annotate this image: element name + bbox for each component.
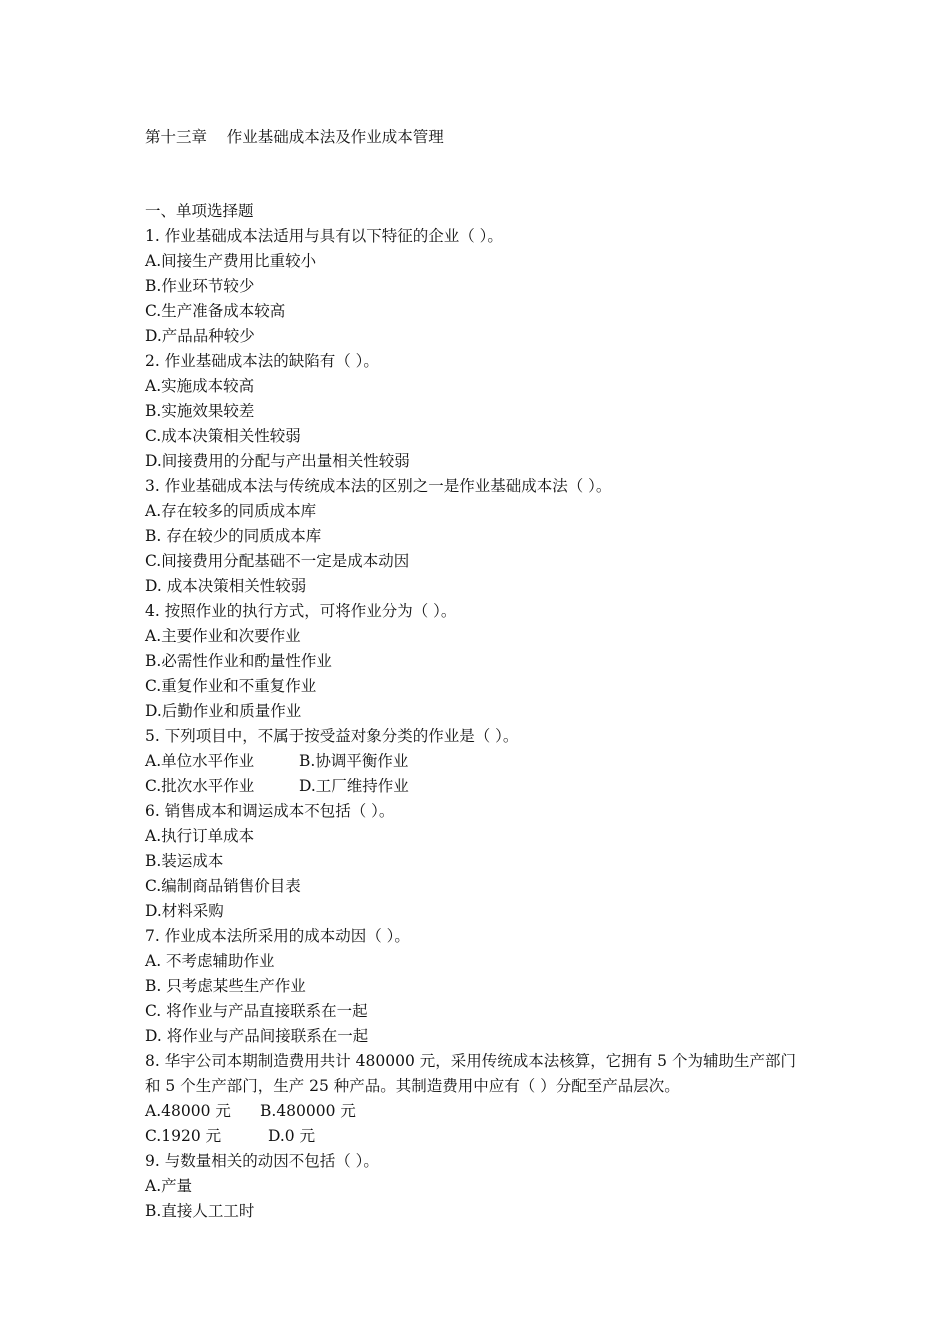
option-c: C. 将作业与产品直接联系在一起: [145, 1002, 368, 1020]
option-c: C.成本决策相关性较弱: [145, 427, 301, 445]
question-stem: 1. 作业基础成本法适用与具有以下特征的企业（ ）。: [145, 227, 503, 245]
option-c: C.编制商品销售价目表: [145, 877, 301, 895]
option-d: D.间接费用的分配与产出量相关性较弱: [145, 452, 410, 470]
option-b: B.直接人工工时: [145, 1202, 255, 1220]
question-stem-continued: 和 5 个生产部门，生产 25 种产品。其制造费用中应有（ ）分配至产品层次。: [145, 1077, 680, 1095]
document-body: [145, 199, 815, 1224]
option-a: A.存在较多的同质成本库: [145, 502, 317, 520]
question-stem: 3. 作业基础成本法与传统成本法的区别之一是作业基础成本法（ ）。: [145, 477, 612, 495]
option-row: [145, 1124, 815, 1149]
question-stem: 8. 华宇公司本期制造费用共计 480000 元，采用传统成本法核算，它拥有 5 个为辅助生产部门: [145, 1052, 796, 1070]
question-stem: 6. 销售成本和调运成本不包括（ ）。: [145, 802, 395, 820]
option-d: D.后勤作业和质量作业: [145, 702, 302, 720]
option-row: [145, 774, 815, 799]
option-a: A. 不考虑辅助作业: [145, 952, 275, 970]
option-a: A.48000 元: [145, 1102, 231, 1120]
option-a: A.间接生产费用比重较小: [145, 252, 317, 270]
option-b: B.协调平衡作业: [299, 752, 409, 770]
option-c: C.批次水平作业: [145, 777, 255, 795]
chapter-title: 第十三章 作业基础成本法及作业成本管理: [145, 128, 444, 146]
question-stem: 5. 下列项目中，不属于按受益对象分类的作业是（ ）。: [145, 727, 519, 745]
question-stem: 9. 与数量相关的动因不包括（ ）。: [145, 1152, 379, 1170]
option-a: A.产量: [145, 1177, 193, 1195]
option-b: B.必需性作业和酌量性作业: [145, 652, 332, 670]
option-a: A.主要作业和次要作业: [145, 627, 301, 645]
option-a: A.实施成本较高: [145, 377, 255, 395]
option-b: B.实施效果较差: [145, 402, 255, 420]
question-stem: 2. 作业基础成本法的缺陷有（ ）。: [145, 352, 379, 370]
option-b: B. 存在较少的同质成本库: [145, 527, 322, 545]
option-c: C.重复作业和不重复作业: [145, 677, 317, 695]
option-d: D.0 元: [268, 1127, 316, 1145]
option-d: D.材料采购: [145, 902, 224, 920]
option-d: D.产品品种较少: [145, 327, 255, 345]
option-c: C.生产准备成本较高: [145, 302, 286, 320]
option-c: C.间接费用分配基础不一定是成本动因: [145, 552, 410, 570]
option-row: [145, 1099, 815, 1124]
option-d: D. 成本决策相关性较弱: [145, 577, 307, 595]
option-a: A.执行订单成本: [145, 827, 255, 845]
question-stem: 4. 按照作业的执行方式，可将作业分为（ ）。: [145, 602, 457, 620]
question-stem: 7. 作业成本法所采用的成本动因（ ）。: [145, 927, 410, 945]
option-d: D.工厂维持作业: [299, 777, 409, 795]
option-c: C.1920 元: [145, 1127, 222, 1145]
option-a: A.单位水平作业: [145, 752, 255, 770]
option-b: B.480000 元: [260, 1102, 356, 1120]
option-b: B. 只考虑某些生产作业: [145, 977, 306, 995]
option-row: [145, 749, 815, 774]
section-heading: 一、单项选择题: [145, 202, 254, 220]
option-d: D. 将作业与产品间接联系在一起: [145, 1027, 369, 1045]
option-b: B.装运成本: [145, 852, 224, 870]
option-b: B.作业环节较少: [145, 277, 255, 295]
